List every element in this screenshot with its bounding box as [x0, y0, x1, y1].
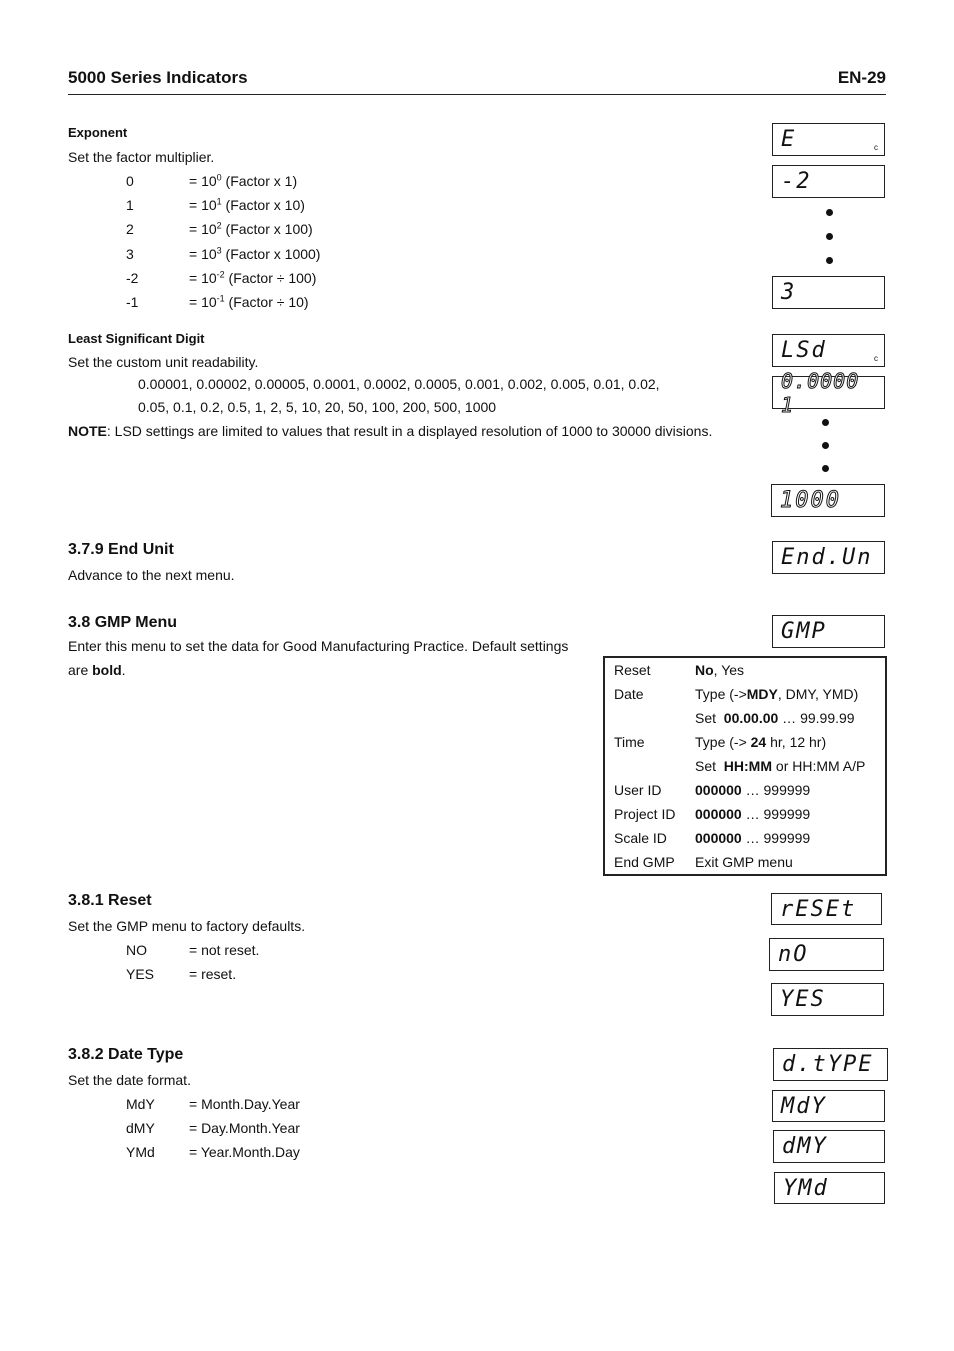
row-value: Type (-> 24 hr, 12 hr)	[695, 734, 827, 750]
gmp-description-line2	[68, 662, 126, 678]
display-end-unit	[772, 541, 885, 574]
display-text: YMd	[783, 1175, 829, 1201]
list-item-value: = Month.Day.Year	[189, 1096, 300, 1112]
value-base: = 10	[189, 221, 217, 238]
exponent-description: Set the factor multiplier.	[68, 149, 215, 165]
table-row	[604, 706, 886, 730]
value-text: (Factor x 100)	[221, 221, 313, 238]
gmp-desc-bold: bold	[92, 662, 122, 678]
row-label: End GMP	[614, 854, 675, 870]
display-text: GMP	[781, 619, 827, 644]
display-text: 0.0000 1	[781, 368, 860, 417]
display-date-type	[773, 1048, 888, 1081]
list-item-value: = Year.Month.Day	[189, 1144, 300, 1160]
row-label: Date	[614, 686, 644, 702]
display-reset	[771, 893, 882, 925]
display-lsd	[772, 334, 885, 367]
gmp-desc-post: .	[121, 662, 126, 678]
display-mdy	[772, 1090, 885, 1122]
value-base: = 10	[189, 173, 217, 189]
continuation-dot	[822, 419, 829, 426]
list-item-value: = not reset.	[189, 942, 260, 958]
list-item-code: 0	[126, 173, 134, 189]
gmp-desc-pre: are	[68, 662, 93, 678]
value-text: (Factor x 10)	[221, 197, 305, 214]
display-dmy	[773, 1130, 885, 1163]
lsd-description: Set the custom unit readability.	[68, 354, 259, 370]
end-unit-heading: 3.7.9 End Unit	[68, 541, 174, 558]
continuation-dot	[822, 442, 829, 449]
display-text: dMY	[782, 1134, 828, 1159]
document-title: 5000 Series Indicators	[68, 68, 248, 87]
value-base: = 10	[189, 245, 217, 262]
display-text: rESEt	[780, 896, 857, 922]
row-value: Exit GMP menu	[695, 854, 793, 870]
list-item-code: 3	[126, 245, 134, 262]
lsd-values-line1: 0.00001, 0.00002, 0.00005, 0.0001, 0.0002, 0.0005, 0.001, 0.002, 0.005, 0.01, 0.02,	[138, 376, 660, 392]
row-value: Type (->MDY, DMY, YMD)	[695, 686, 859, 702]
value-text: (Factor ÷ 100)	[224, 269, 317, 286]
row-label: Reset	[614, 662, 651, 678]
gmp-settings-table	[603, 656, 887, 876]
table-row	[604, 754, 886, 778]
row-value: Set 00.00.00 … 99.99.99	[695, 710, 855, 726]
reset-description: Set the GMP menu to factory defaults.	[68, 918, 306, 934]
display-lsd-large	[771, 484, 885, 517]
row-label: Scale ID	[614, 830, 667, 846]
list-item-value: = Day.Month.Year	[189, 1120, 300, 1136]
display-gmp	[772, 615, 885, 648]
row-label: User ID	[614, 782, 662, 798]
list-item-value	[189, 221, 313, 237]
display-text: 1000	[780, 488, 841, 513]
row-label	[604, 706, 686, 730]
list-item-code: -2	[126, 269, 139, 286]
list-item-code: 1	[126, 197, 134, 214]
display-marker: c	[874, 143, 878, 152]
display-lsd-small	[772, 368, 885, 417]
page-number: EN-29	[837, 68, 886, 87]
header-rule	[68, 94, 886, 95]
continuation-dot	[822, 465, 829, 472]
value-base: = 10	[189, 269, 217, 286]
display-marker: c	[874, 354, 878, 363]
list-item-code: YMd	[126, 1144, 155, 1160]
row-value: 000000 … 999999	[695, 830, 811, 846]
list-item-code: dMY	[126, 1120, 155, 1136]
value-exponent: 3	[216, 244, 222, 255]
list-item-value	[189, 246, 320, 262]
value-text: (Factor x 1000)	[221, 245, 321, 262]
list-item-value	[189, 294, 309, 310]
continuation-dot	[826, 233, 833, 240]
list-item-code: -1	[126, 294, 139, 310]
display-minus2	[772, 165, 885, 198]
row-value: 000000 … 999999	[695, 806, 811, 822]
display-text: -2	[781, 169, 812, 194]
end-unit-description: Advance to the next menu.	[68, 567, 235, 583]
display-text: LSd	[781, 338, 827, 363]
reset-heading: 3.8.1 Reset	[68, 892, 152, 909]
value-text: (Factor x 1)	[221, 173, 298, 189]
gmp-description-line1: Enter this menu to set the data for Good Manufacturing Practice. Default settings	[68, 638, 569, 654]
display-text: YES	[780, 987, 826, 1012]
list-item-code: 2	[126, 221, 134, 238]
note-label: NOTE	[68, 423, 107, 439]
display-yes	[771, 983, 884, 1016]
table-row	[604, 657, 886, 682]
lsd-note	[68, 423, 712, 439]
value-text: (Factor ÷ 10)	[224, 294, 309, 310]
table-row	[604, 778, 886, 802]
table-row	[604, 850, 886, 875]
row-value: Set HH:MM or HH:MM A/P	[695, 758, 866, 774]
lsd-heading: Least Significant Digit	[68, 331, 205, 346]
continuation-dot	[826, 257, 833, 264]
value-exponent: -1	[216, 293, 225, 304]
row-value: 000000 … 999999	[695, 782, 811, 798]
display-text: nO	[778, 942, 809, 967]
display-text: End.Un	[781, 545, 873, 570]
display-text: d.tYPE	[782, 1052, 874, 1077]
display-text: E	[781, 127, 797, 152]
continuation-dot	[826, 209, 833, 216]
date-type-description: Set the date format.	[68, 1072, 191, 1088]
gmp-heading: 3.8 GMP Menu	[68, 614, 178, 631]
value-base: = 10	[189, 197, 217, 214]
display-exponent	[772, 123, 885, 156]
value-exponent: 1	[216, 196, 222, 207]
row-label: Time	[614, 734, 645, 750]
exponent-heading: Exponent	[68, 125, 128, 140]
list-item-code: YES	[126, 966, 155, 982]
table-row	[604, 802, 886, 826]
value-exponent: -2	[216, 269, 225, 280]
display-three	[772, 276, 885, 309]
display-text: 3	[781, 280, 797, 305]
display-ymd	[774, 1172, 885, 1204]
list-item-value	[189, 270, 316, 286]
table-row	[604, 826, 886, 850]
note-text: : LSD settings are limited to values that result in a displayed resolution of 1000 to 30000 divisions.	[106, 423, 713, 439]
list-item-value	[189, 173, 297, 189]
display-text: MdY	[781, 1093, 827, 1119]
row-label	[604, 754, 686, 778]
display-no	[769, 938, 884, 971]
row-label: Project ID	[614, 806, 676, 822]
row-value: No, Yes	[695, 662, 745, 678]
list-item-code: MdY	[126, 1096, 155, 1112]
list-item-value	[189, 197, 305, 213]
date-type-heading: 3.8.2 Date Type	[68, 1046, 184, 1063]
table-row	[604, 682, 886, 706]
value-base: = 10	[189, 294, 217, 310]
value-exponent: 0	[216, 172, 222, 183]
list-item-code: NO	[126, 942, 147, 958]
table-row	[604, 730, 886, 754]
list-item-value: = reset.	[189, 966, 237, 982]
lsd-values-line2: 0.05, 0.1, 0.2, 0.5, 1, 2, 5, 10, 20, 50, 100, 200, 500, 1000	[138, 399, 497, 415]
value-exponent: 2	[216, 220, 222, 231]
